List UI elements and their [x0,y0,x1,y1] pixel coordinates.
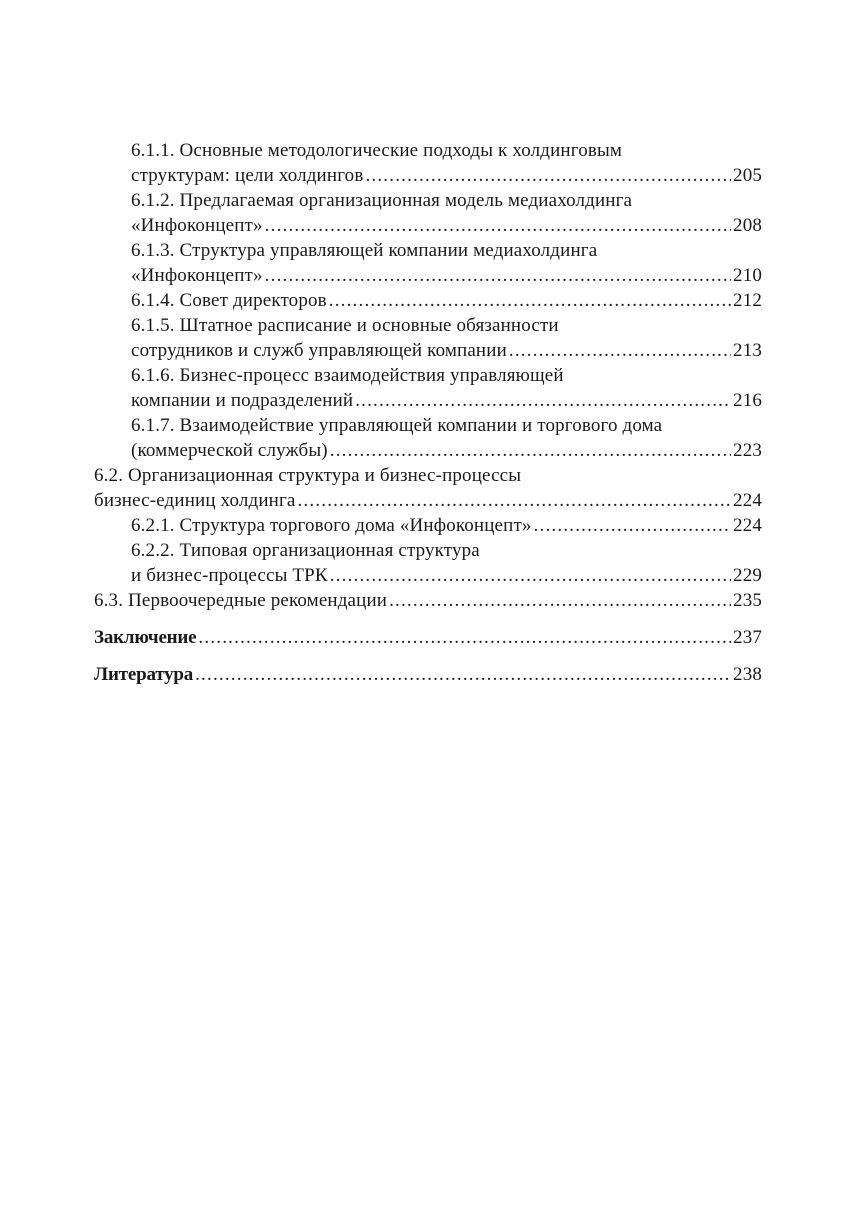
toc-entry-text: 6.2. Организационная структура и бизнес-процессы [94,465,522,486]
dot-leader [509,338,731,363]
dot-leader [330,438,731,463]
toc-entry-text: 6.1.4. Совет директоров [131,290,327,311]
toc-entry-6-1-5[interactable] [94,313,762,363]
dot-leader [365,163,731,188]
toc-entry-6-3[interactable] [94,588,762,613]
toc-entry-6-1-6[interactable] [94,363,762,413]
toc-entry-text: 6.1.6. Бизнес-процесс взаимодействия управляющей [131,365,564,386]
toc-entry-text: (коммерческой службы) [131,440,328,461]
toc-entry-text: «Инфоконцепт» [131,265,263,286]
dot-leader [297,488,731,513]
toc-entry-6-1-7[interactable] [94,413,762,463]
page-number: 224 [733,515,762,536]
toc-entry-text: компании и подразделений [131,390,354,411]
toc-entry-6-2-2[interactable] [94,538,762,588]
toc-entry-6-1-4[interactable] [94,288,762,313]
dot-leader [330,563,731,588]
table-of-contents [94,138,762,687]
toc-entry-6-2-1[interactable] [94,513,762,538]
dot-leader [329,288,731,313]
dot-leader [389,588,731,613]
dot-leader [265,263,731,288]
page-number: 235 [733,590,762,611]
toc-entry-6-1-2[interactable] [94,188,762,238]
toc-entry-text: 6.3. Первоочередные рекомендации [94,590,388,611]
toc-entry-6-1-1[interactable] [94,138,762,188]
toc-entry-text: структурам: цели холдингов [131,165,364,186]
page-number: 238 [733,664,762,685]
toc-entry-text: 6.1.5. Штатное расписание и основные обязанности [131,315,559,336]
dot-leader [355,388,731,413]
toc-entry-text: «Инфоконцепт» [131,215,263,236]
page-number: 237 [733,627,762,648]
toc-entry-text: 6.1.3. Структура управляющей компании медиахолдинга [131,240,598,261]
dot-leader [195,662,731,687]
page-number: 205 [733,165,762,186]
toc-entry-text: 6.1.2. Предлагаемая организационная модель медиахолдинга [131,190,633,211]
toc-entry-text: Литература [94,664,194,685]
page-number: 212 [733,290,762,311]
toc-entry-text: 6.2.2. Типовая организационная структура [131,540,480,561]
dot-leader [198,625,731,650]
toc-entry-text: бизнес-единиц холдинга [94,490,296,511]
toc-entry-6-1-3[interactable] [94,238,762,288]
page-number: 213 [733,340,762,361]
page-number: 223 [733,440,762,461]
page-number: 224 [733,490,762,511]
toc-entry-text: 6.1.1. Основные методологические подходы к холдинговым [131,140,623,161]
toc-entry-text: Заключение [94,627,197,648]
toc-entry-text: сотрудников и служб управляющей компании [131,340,507,361]
toc-entry-6-2[interactable] [94,463,762,513]
toc-entry-text: 6.2.1. Структура торгового дома «Инфоконцепт» [131,515,532,536]
page-number: 229 [733,565,762,586]
toc-entry-text: 6.1.7. Взаимодействие управляющей компании и торгового дома [131,415,663,436]
page-number: 210 [733,265,762,286]
toc-entry-literature[interactable] [94,662,762,687]
toc-entry-text: и бизнес-процессы ТРК [131,565,328,586]
dot-leader [534,513,732,538]
toc-entry-conclusion[interactable] [94,625,762,650]
page-number: 208 [733,215,762,236]
dot-leader [265,213,731,238]
page-number: 216 [733,390,762,411]
